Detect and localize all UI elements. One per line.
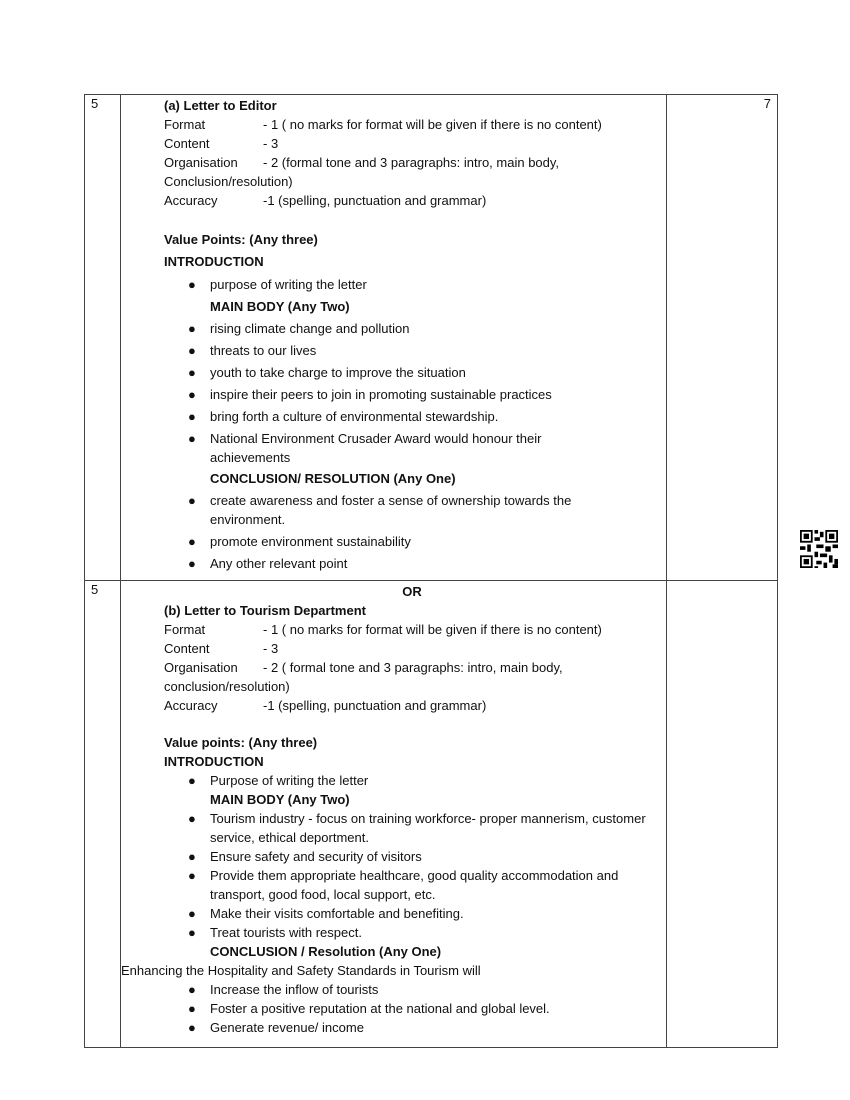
organisation-continuation: Conclusion/resolution) bbox=[164, 174, 293, 189]
qr-code-icon bbox=[800, 530, 838, 568]
format-label: Format bbox=[164, 622, 206, 637]
list-item: ● Treat tourists with respect. bbox=[188, 925, 362, 940]
list-item: ● create awareness and foster a sense of ownership towards the bbox=[188, 493, 572, 508]
list-item: ● threats to our lives bbox=[188, 343, 317, 358]
bullet-icon: ● bbox=[188, 387, 196, 402]
bullet-icon: ● bbox=[188, 925, 196, 940]
marks-value: 7 bbox=[763, 96, 771, 111]
format-value: - 1 ( no marks for format will be given if there is no content) bbox=[263, 117, 602, 132]
list-item: ● youth to take charge to improve the situation bbox=[188, 365, 466, 380]
introduction-heading: INTRODUCTION bbox=[164, 754, 264, 769]
question-number: 5 bbox=[85, 581, 121, 1047]
organisation-value: - 2 ( formal tone and 3 paragraphs: intro, main body, bbox=[263, 660, 563, 675]
accuracy-label: Accuracy bbox=[164, 193, 218, 208]
format-value: - 1 ( no marks for format will be given if there is no content) bbox=[263, 622, 602, 637]
content-label: Content bbox=[164, 641, 210, 656]
bullet-icon: ● bbox=[188, 1001, 196, 1016]
content-value: - 3 bbox=[263, 641, 279, 656]
section-title: (a) Letter to Editor bbox=[164, 98, 277, 113]
bullet-icon: ● bbox=[188, 321, 196, 336]
list-item: ● bring forth a culture of environmental stewardship. bbox=[188, 409, 499, 424]
list-item: ● rising climate change and pollution bbox=[188, 321, 410, 336]
marks-cell bbox=[667, 581, 777, 1047]
content-value: - 3 bbox=[263, 136, 279, 151]
list-item-continuation: achievements bbox=[210, 450, 291, 465]
section-title: (b) Letter to Tourism Department bbox=[164, 603, 366, 618]
list-item: ● Make their visits comfortable and benefiting. bbox=[188, 906, 464, 921]
bullet-icon: ● bbox=[188, 343, 196, 358]
value-points-heading: Value points: (Any three) bbox=[164, 735, 318, 750]
list-item-continuation: service, ethical deportment. bbox=[210, 830, 369, 845]
list-item-continuation: transport, good food, local support, etc. bbox=[210, 887, 436, 902]
bullet-icon: ● bbox=[188, 1020, 196, 1035]
accuracy-value: -1 (spelling, punctuation and grammar) bbox=[263, 193, 487, 208]
answer-cell bbox=[121, 581, 667, 1047]
organisation-label: Organisation bbox=[164, 660, 238, 675]
introduction-heading: INTRODUCTION bbox=[164, 254, 264, 269]
list-item-continuation: environment. bbox=[210, 512, 286, 527]
conclusion-lead: Enhancing the Hospitality and Safety Standards in Tourism will bbox=[121, 963, 481, 978]
bullet-icon: ● bbox=[188, 556, 196, 571]
list-item: ● Provide them appropriate healthcare, good quality accommodation and bbox=[188, 868, 619, 883]
bullet-icon: ● bbox=[188, 849, 196, 864]
list-item: ● Increase the inflow of tourists bbox=[188, 982, 379, 997]
list-item: ● promote environment sustainability bbox=[188, 534, 411, 549]
accuracy-label: Accuracy bbox=[164, 698, 218, 713]
organisation-continuation: conclusion/resolution) bbox=[164, 679, 290, 694]
bullet-icon: ● bbox=[188, 811, 196, 826]
bullet-icon: ● bbox=[188, 982, 196, 997]
list-item: ● Foster a positive reputation at the national and global level. bbox=[188, 1001, 550, 1016]
format-label: Format bbox=[164, 117, 206, 132]
answer-cell bbox=[121, 95, 667, 580]
main-body-heading: MAIN BODY (Any Two) bbox=[210, 299, 350, 314]
value-points-heading: Value Points: (Any three) bbox=[164, 232, 318, 247]
list-item: ● purpose of writing the letter bbox=[188, 277, 367, 292]
bullet-icon: ● bbox=[188, 365, 196, 380]
table-row bbox=[85, 95, 777, 581]
bullet-icon: ● bbox=[188, 277, 196, 292]
accuracy-value: -1 (spelling, punctuation and grammar) bbox=[263, 698, 487, 713]
organisation-label: Organisation bbox=[164, 155, 238, 170]
question-number: 5 bbox=[85, 95, 121, 580]
bullet-icon: ● bbox=[188, 431, 196, 446]
list-item: ● Generate revenue/ income bbox=[188, 1020, 364, 1035]
list-item: ● Any other relevant point bbox=[188, 556, 348, 571]
list-item: ● inspire their peers to join in promoting sustainable practices bbox=[188, 387, 552, 402]
main-body-heading: MAIN BODY (Any Two) bbox=[210, 792, 350, 807]
or-separator: OR bbox=[402, 584, 422, 599]
list-item: ● Purpose of writing the letter bbox=[188, 773, 369, 788]
conclusion-heading: CONCLUSION/ RESOLUTION (Any One) bbox=[210, 471, 456, 486]
list-item: ● Ensure safety and security of visitors bbox=[188, 849, 422, 864]
bullet-icon: ● bbox=[188, 409, 196, 424]
bullet-icon: ● bbox=[188, 493, 196, 508]
list-item: ● National Environment Crusader Award would honour their bbox=[188, 431, 542, 446]
organisation-value: - 2 (formal tone and 3 paragraphs: intro, main body, bbox=[263, 155, 560, 170]
conclusion-heading: CONCLUSION / Resolution (Any One) bbox=[210, 944, 442, 959]
bullet-icon: ● bbox=[188, 534, 196, 549]
table-row bbox=[85, 581, 777, 1047]
bullet-icon: ● bbox=[188, 773, 196, 788]
list-item: ● Tourism industry - focus on training workforce- proper mannerism, customer bbox=[188, 811, 646, 826]
bullet-icon: ● bbox=[188, 906, 196, 921]
bullet-icon: ● bbox=[188, 868, 196, 883]
content-label: Content bbox=[164, 136, 210, 151]
marking-scheme-table bbox=[84, 94, 778, 1048]
